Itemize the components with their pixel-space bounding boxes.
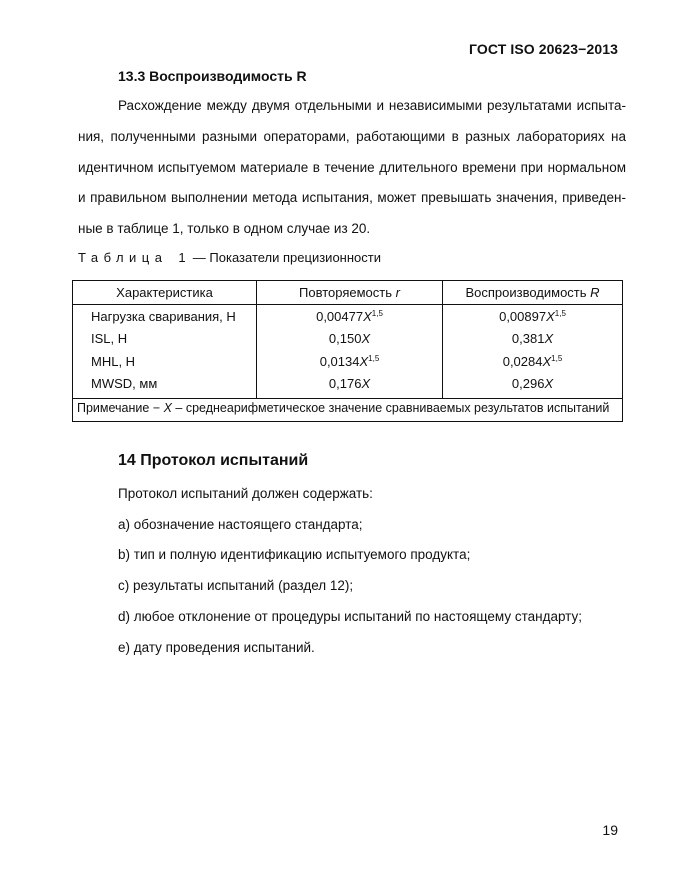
value-coef: 0,296 <box>511 376 545 392</box>
header-repeatability <box>257 281 443 305</box>
paragraph-line: Расхождение между двумя отдельными и независимыми результатами испыта- <box>118 98 626 113</box>
row-characteristic: MWSD, мм <box>73 373 257 399</box>
value-variable: X <box>546 308 555 324</box>
section-13-3-heading: 13.3 Воспроизводимость R <box>118 68 307 84</box>
value-coef: 0,150 <box>328 331 362 347</box>
value-exponent: 1,5 <box>371 308 383 318</box>
row-reproducibility <box>443 373 623 399</box>
list-item: a) обозначение настоящего стандарта; <box>118 517 363 532</box>
row-reproducibility <box>443 328 623 351</box>
list-item: e) дату проведения испытаний. <box>118 640 315 655</box>
table-header-row <box>73 281 623 305</box>
header-reproducibility <box>443 281 623 305</box>
section-14-intro: Протокол испытаний должен содержать: <box>118 486 373 501</box>
value-coef: 0,00897 <box>499 308 547 324</box>
page-number: 19 <box>602 822 618 838</box>
table-row <box>73 305 623 328</box>
table-note <box>73 399 623 422</box>
value-coef: 0,176 <box>328 376 362 392</box>
row-characteristic: Нагрузка сваривания, Н <box>73 305 257 328</box>
row-reproducibility <box>443 305 623 328</box>
row-repeatability <box>257 328 443 351</box>
header-characteristic: Характеристика <box>73 281 257 305</box>
table-caption-label: Таблица <box>78 250 168 265</box>
value-coef: 0,00477 <box>316 308 364 324</box>
value-exponent: 1,5 <box>368 353 380 363</box>
value-variable: X <box>542 353 552 369</box>
header-reproducibility-label: Воспроизводимость <box>465 285 591 300</box>
section-13-3-paragraph <box>78 91 626 245</box>
header-repeatability-symbol: r <box>395 285 400 300</box>
value-exponent: 1,5 <box>551 353 563 363</box>
table-caption <box>78 250 381 265</box>
table-row <box>73 350 623 373</box>
value-variable: X <box>363 308 372 324</box>
paragraph-line: идентичном испытуемом материале в течение длительного времени при нормальном <box>78 159 626 175</box>
note-prefix: Примечание − <box>77 401 164 415</box>
list-item: b) тип и полную идентификацию испытуемого продукта; <box>118 547 471 562</box>
header-repeatability-label: Повторяемость <box>299 285 396 300</box>
value-exponent: 1,5 <box>554 308 566 318</box>
value-coef: 0,0284 <box>502 353 543 369</box>
list-item: d) любое отклонение от процедуры испытаний по настоящему стандарту; <box>118 609 583 624</box>
row-reproducibility <box>443 350 623 373</box>
table-row <box>73 373 623 399</box>
value-variable: X <box>361 331 371 347</box>
paragraph-line: и правильном выполнении метода испытания, может превышать значения, приведен- <box>78 190 626 206</box>
value-coef: 0,381 <box>511 331 545 347</box>
header-reproducibility-symbol: R <box>590 285 600 300</box>
document-standard-header: ГОСТ ISO 20623−2013 <box>468 41 618 57</box>
note-symbol: X <box>163 401 172 415</box>
row-repeatability <box>257 373 443 399</box>
table-row <box>73 328 623 351</box>
paragraph-line: ные в таблице 1, только в одном случае из 20. <box>78 221 371 237</box>
table-caption-text: — Показатели прецизионности <box>192 250 381 265</box>
paragraph-line: ния, полученными разными операторами, работающими в разных лабораториях на <box>78 128 626 144</box>
value-variable: X <box>359 353 369 369</box>
row-repeatability <box>257 305 443 328</box>
row-repeatability <box>257 350 443 373</box>
list-item: c) результаты испытаний (раздел 12); <box>118 578 354 593</box>
value-variable: X <box>544 331 554 347</box>
table-note-row <box>73 399 623 422</box>
row-characteristic: ISL, Н <box>73 328 257 351</box>
row-characteristic: MHL, Н <box>73 350 257 373</box>
precision-table <box>72 280 623 422</box>
value-variable: X <box>544 376 554 392</box>
value-coef: 0,0134 <box>319 353 360 369</box>
note-text: – среднеарифметическое значение сравниваемых результатов испытаний <box>171 401 610 415</box>
table-caption-number: 1 <box>178 250 186 265</box>
section-14-heading: 14 Протокол испытаний <box>118 452 309 469</box>
value-variable: X <box>361 376 371 392</box>
